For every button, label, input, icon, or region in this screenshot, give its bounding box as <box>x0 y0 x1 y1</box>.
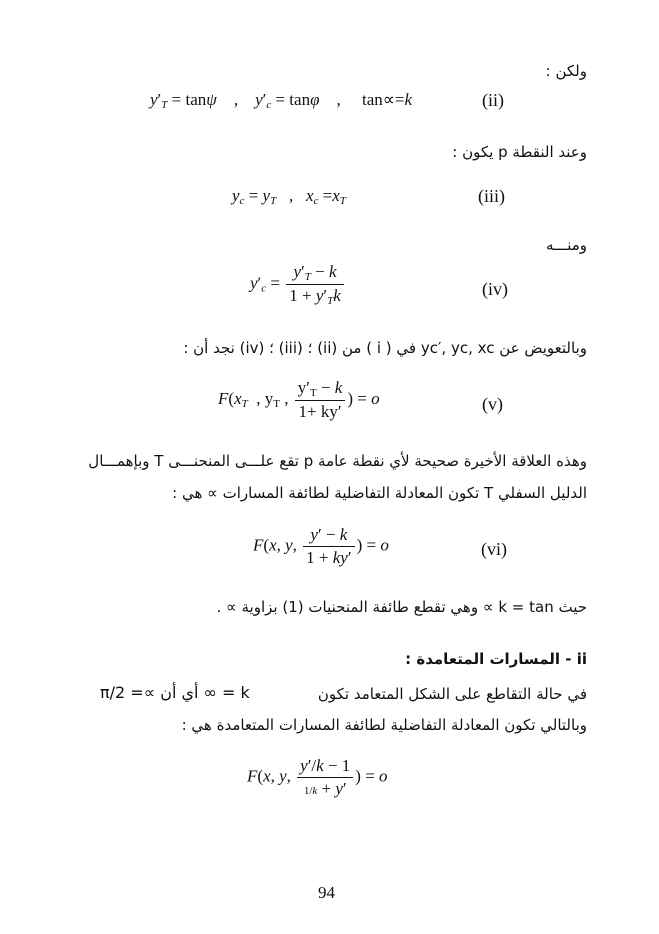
equation-v: $F(x_T$ , $y_T$ , $\frac{y'_T - k}{1+ ky'}$ ) = o <box>218 378 380 421</box>
text-where: حيث k = tan ∝ وهي تقطع طائفة المنحنيات (1) بزاوية ∝ . <box>216 598 587 616</box>
fraction-v: $\frac{y'_T - k}{1+ ky'}$ <box>295 378 346 422</box>
equation-iv: $y'_c$ = $\frac{y'_T - k}{1 + y'_Tk}$ <box>250 262 346 307</box>
text-walakin: ولكن : <box>545 62 587 80</box>
section-heading-orthogonal: ii - المسارات المتعامدة : <box>405 650 587 668</box>
equation-label-ii: (ii) <box>482 90 504 110</box>
text-wa-inda: وعند النقطة p يكون : <box>452 143 587 161</box>
text-perp-case: في حالة التقاطع على الشكل المتعامد تكون <box>317 685 587 703</box>
equation-vi: F(x, y, $\frac{y' - k}{1 + ky'}$ ) = o <box>253 525 389 567</box>
page-number: 94 <box>318 883 335 902</box>
text-relation-line1: وهذه العلاقة الأخيرة صحيحة لأي نقطة عامة p تقع علـــى المنحنـــى T وبإهمـــال <box>88 452 587 470</box>
equation-ii-text <box>0 0 1 1</box>
equation-vii: F(x, y, $\frac{y'/k - 1}{1/k + y'}$ ) = o <box>247 756 388 798</box>
text-perp-result: وبالتالي تكون المعادلة التفاضلية لطائفة المسارات المتعامدة هي : <box>181 716 587 734</box>
text-substitution: وبالتعويض عن yc′, yc, xc في ( i ) من (ii) ؛ (iii) ؛ (iv) نجد أن : <box>183 339 587 357</box>
fraction-vii: $\frac{y'/k - 1}{1/k + y'}$ <box>297 756 353 799</box>
fraction-iv: $\frac{y'_T - k}{1 + y'_Tk}$ <box>286 262 344 307</box>
text-relation-line2: الدليل السفلي T تكون المعادلة التفاضلية لطائفة المسارات ∝ هي : <box>172 484 587 502</box>
equation-label-vi: (vi) <box>481 539 507 559</box>
equation-label-iii: (iii) <box>478 186 505 206</box>
equation-ii: $y'_T = \tan\psi$ , $y'_c = \tan\varphi$ , tan∝=k <box>150 90 413 111</box>
equation-label-v: (v) <box>482 394 503 414</box>
text-wa-minhu: ومنـــه <box>545 236 587 254</box>
fraction-vi: $\frac{y' - k}{1 + ky'}$ <box>303 525 354 568</box>
text-perp-condition: k = ∞ أي أن ∝= π/2 <box>100 683 250 702</box>
equation-label-iv: (iv) <box>482 279 508 299</box>
equation-iii: $y_c = y_T$ , $x_c =x_T$ <box>232 186 346 207</box>
